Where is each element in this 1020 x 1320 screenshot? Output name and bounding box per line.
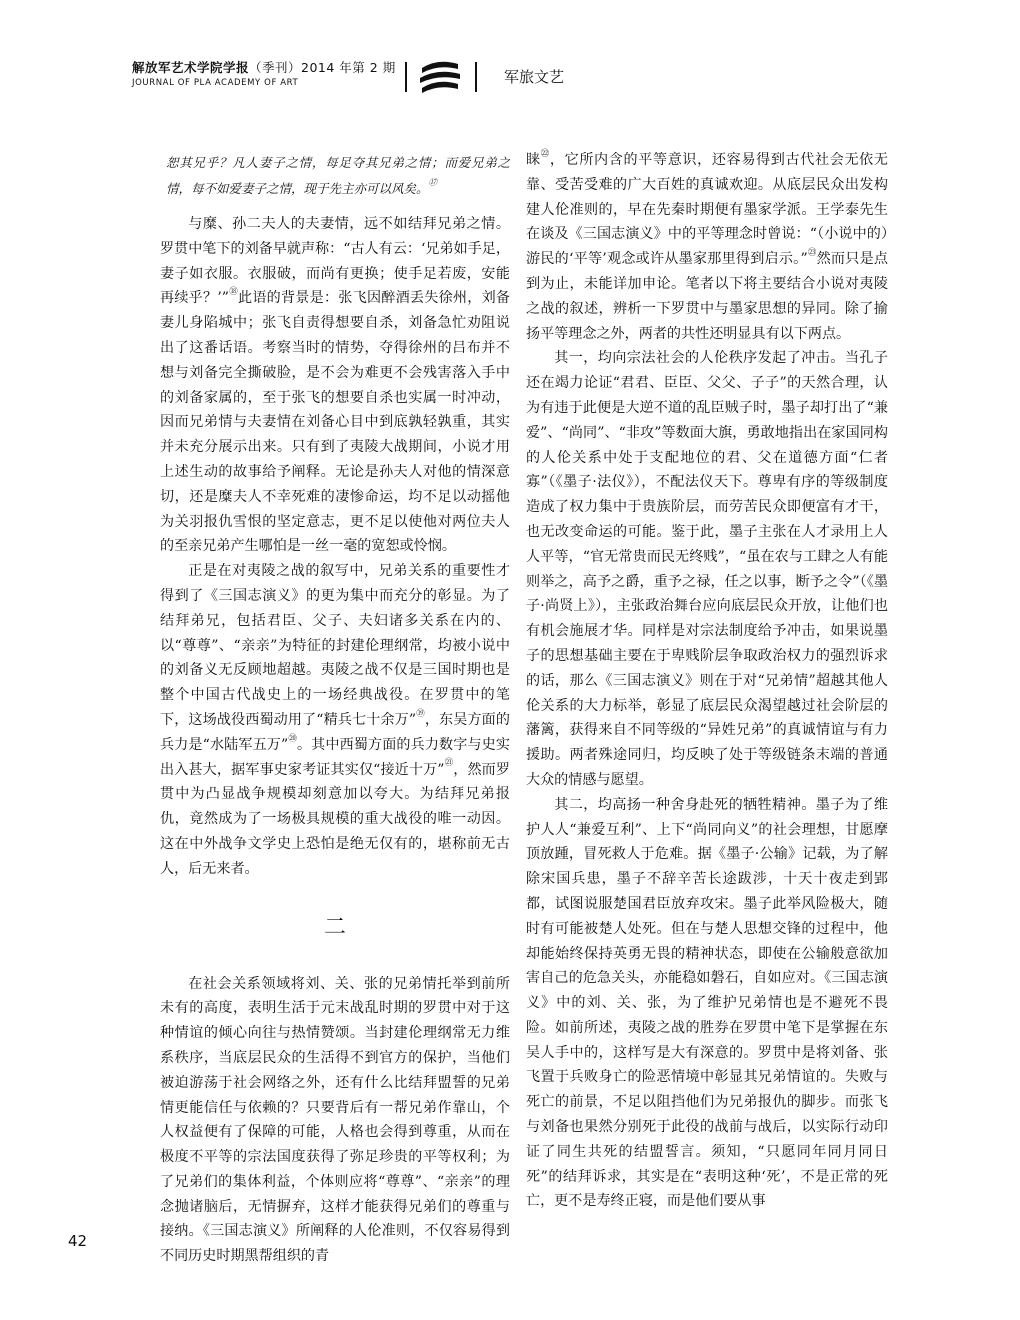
footnote-marker: ㉑ [444,758,454,769]
footnote-marker: ⑱ [229,287,238,298]
paragraph-continued [526,148,888,346]
footnote-marker: ㉒ [540,148,550,159]
paragraph-text: 正是在对夷陵之战的叙写中，兄弟关系的重要性才得到了《三国志演义》的更为集中而充分的彰显。为了结拜弟兄，包括君臣、父子、夫妇诸多关系在内的、以“尊尊”、“亲亲”为特征的封建伦理纲常，均被小说中的刘备义无反顾地超越。夷陵之战不仅是三国时期也是整个中国古代战史上的一场经典战役。在罗贯中的笔下，这场战役西蜀动用了“精兵七十余万” [160,563,510,728]
footnote-marker: ⑳ [288,733,297,744]
footnote-marker: ㉓ [807,247,817,258]
footnote-marker: ⑰ [428,178,438,189]
paragraph-text: 睐 [526,152,541,168]
paragraph [160,212,510,559]
right-column [526,148,888,1214]
paragraph [160,559,510,881]
page-header [132,56,892,98]
paragraph-text: 。其中西蜀方面的兵力数字与史实出入甚大，据军事史家考证其实仅“接近十万” [160,736,510,778]
paragraph-text: ，它所内含的平等意识，还容易得到古代社会无依无靠、受苦受难的广大百姓的真诚欢迎。从底层民众出发构建人伦准则的，早在先秦时期便有墨家学派。王学泰先生在谈及《三国志演义》中的平等理念时曾说：“（小说中的）游民的‘平等’观念或许从墨家那里得到启示。” [526,152,888,268]
paragraph: 其二，均高扬一种舍身赴死的牺牲精神。墨子为了维护人人“兼爱互利”、上下“尚同向义”的社会理想，甘愿摩顶放踵，冒死救人于危难。据《墨子·公输》记载，为了解除宋国兵患，墨子不辞辛苦长途跋涉，十天十夜走到郢都，试图说服楚国君臣放弃攻宋。墨子此举风险极大，随时有可能被楚人处死。但在与楚人思想交锋的过程中，他却能始终保持英勇无畏的精神状态，即使在公输般意欲加害自己的危急关头，亦能稳如磐石，自如应对。《三国志演义》中的刘、关、张，为了维护兄弟情也是不避死不畏险。如前所述，夷陵之战的胜券在罗贯中笔下是掌握在东吴人手中的，这样写是大有深意的。罗贯中是将刘备、张飞置于兵败身亡的险恶情境中彰显其兄弟情谊的。失败与死亡的前景，不足以阻挡他们为兄弟报仇的脚步。而张飞与刘备也果然分别死于此役的战前与战后，以实际行动印证了同生共死的结盟誓言。须知，“只愿同年同月同日死”的结拜诉求，其实是在“表明这种‘死’，不是正常的死亡，更不是寿终正寝，而是他们要从事 [526,796,888,1210]
paragraph-text: 然而只是点到为止，未能详加申论。笔者以下将主要结合小说对夷陵之战的叙述，辨析一下罗贯中与墨家思想的异同。除了揄扬平等理念之外，两者的共性还明显具有以下两点。 [526,251,888,342]
journal-title-english: JOURNAL OF PLA ACADEMY OF ART [132,78,299,88]
footnote-marker: ⑲ [416,708,425,719]
paragraph-text: ，东吴方面的兵力是“水陆军五万” [160,711,510,753]
paragraph-text: 与糜、孙二夫人的夫妻情，远不如结拜兄弟之情。罗贯中笔下的刘备早就声称：“古人有云：‘兄弟如手足，妻子如衣服。衣服破，而尚有更换；使手足若废，安能再续乎？’” [160,216,510,307]
left-column [160,148,510,1269]
block-quote [160,150,510,202]
journal-issue: （季刊）2014 年第 2 期 [249,60,396,75]
paragraph: 在社会关系领域将刘、关、张的兄弟情托举到前所未有的高度，表明生活于元末战乱时期的罗贯中对于这种情谊的倾心向往与热情赞颂。当封建伦理纲常无力维系秩序，当底层民众的生活得不到官方的保护，当他们被迫游荡于社会网络之外，还有什么比结拜盟誓的兄弟情更能信任与依赖的？只要背后有一帮兄弟作靠山，个人权益便有了保障的可能，人格也会得到尊重，从而在极度不平等的宗法国度获得了弥足珍贵的平等权利；为了兄弟们的集体利益，个体则应将“尊尊”、“亲亲”的理念抛诸脑后，无情摒弃，这样才能获得兄弟们的尊重与接纳。《三国志演义》所阐释的人伦准则，不仅容易得到不同历史时期黑帮组织的青 [160,975,510,1265]
column-name: 军旅文艺 [504,68,565,86]
paragraph-text: ，然而罗贯中为凸显战争规模却刻意加以夸大。为结拜兄弟报仇，竟然成为了一场极具规模的重大战役的唯一动因。这在中外战争文学史上恐怕是绝无仅有的，堪称前无古人，后无来者。 [160,761,510,877]
page-number: 42 [68,1232,88,1250]
section-heading: 二 [323,914,346,940]
journal-name: 解放军艺术学院学报 [132,60,250,75]
journal-logo-icon [404,56,478,98]
quote-text: 恕其兄乎？凡人妻子之情，每足夺其兄弟之情；而爱兄弟之情，每不如爱妻子之情，现于先主亦可以风矣。 [166,155,510,196]
journal-title [132,58,396,76]
paragraph: 其一，均向宗法社会的人伦秩序发起了冲击。当孔子还在竭力论证“君君、臣臣、父父、子子”的天然合理，认为有违于此便是大逆不道的乱臣贼子时，墨子却打出了“兼爱”、“尚同”、“非攻”等数面大旗，勇敢地指出在家国同构的人伦关系中处于支配地位的君、父在道德方面“仁者寡”（《墨子·法仪》），不配法仪天下。尊卑有序的等级制度造成了权力集中于贵族阶层，而劳苦民众即便富有才干，也无改变命运的可能。鉴于此，墨子主张在人才录用上人人平等，“官无常贵而民无终贱”，“虽在农与工肆之人有能则举之，高予之爵，重予之禄，任之以事，断予之令”（《墨子·尚贤上》），主张政治舞台应向底层民众开放，让他们也有机会施展才华。同样是对宗法制度给予冲击，如果说墨子的思想基础主要在于卑贱阶层争取政治权力的强烈诉求的话，那么《三国志演义》则在于对“兄弟情”超越其他人伦关系的大力标举，彰显了底层民众渴望越过社会阶层的藩篱，获得来自不同等级的“异姓兄弟”的真诚情谊与有力援助。两者殊途同归，均反映了处于等级链条末端的普通大众的情感与愿望。 [526,350,888,788]
paragraph-text: 此语的背景是：张飞因醉酒丢失徐州，刘备妻儿身陷城中；张飞自责得想要自杀，刘备急忙劝阻说出了这番话语。考察当时的情势，夺得徐州的吕布并不想与刘备完全撕破脸，是不会为难更不会残害落入手中的刘备家属的，至于张飞的想要自杀也实属一时冲动，因而兄弟情与夫妻情在刘备心目中到底孰轻孰重，其实并未充分展示出来。只有到了夷陵大战期间，小说才用上述生动的故事给予阐释。无论是孙夫人对他的情深意切，还是糜夫人不幸死难的凄惨命运，均不足以动摇他为关羽报仇雪恨的坚定意志，更不足以使他对两位夫人的至亲兄弟产生哪怕是一丝一毫的宽恕或怜悯。 [160,290,510,555]
